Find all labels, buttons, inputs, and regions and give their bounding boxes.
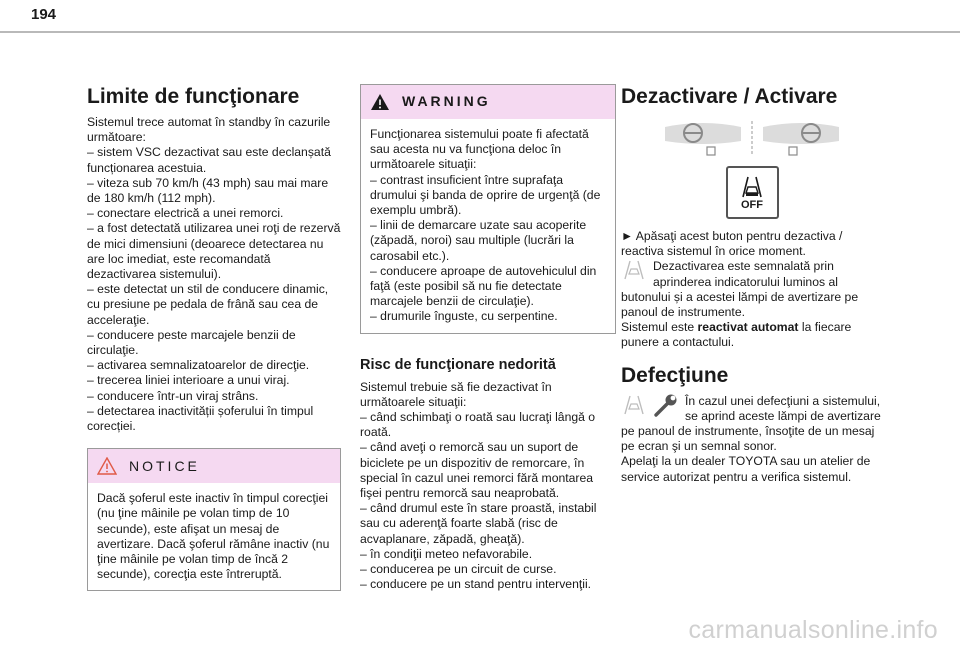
limits-line: Sistemul trece automat în standby în cazurile următoare: bbox=[87, 115, 331, 145]
unintended-line: – în condiţii meteo nefavorabile. bbox=[360, 546, 533, 561]
header-rule bbox=[0, 31, 960, 33]
off-label: OFF bbox=[741, 198, 763, 211]
warning-box bbox=[360, 84, 616, 334]
unintended-line: – când aveţi o remorcă sau un suport de biciclete pe un dispozitiv de remorcare, în special în cazul unei remorci fără montarea fişei pentru remorcă sau neaprobată. bbox=[360, 440, 594, 501]
fault-title: Defecţiune bbox=[621, 363, 729, 387]
warning-line: – linii de demarcare uzate sau acoperite (zăpadă, noroi) sau multiple (lucrări la carosabil etc.). bbox=[370, 218, 587, 263]
right-column bbox=[621, 84, 883, 485]
lane-warning-lamp-icon bbox=[621, 394, 647, 416]
lane-warning-lamp-icon bbox=[621, 259, 647, 281]
unintended-title: Risc de funcţionare nedorită bbox=[360, 356, 556, 373]
limits-line: – sistem VSC dezactivat sau este declanșată funcționarea acestuia. bbox=[87, 145, 331, 175]
limits-line: – viteza sub 70 km/h (43 mph) sau mai mare de 180 km/h (112 mph). bbox=[87, 175, 329, 206]
instrument-panel-right-icon bbox=[761, 119, 841, 157]
watermark: carmanualsonline.info bbox=[688, 616, 938, 644]
limits-line: – trecerea liniei interioare a unui viraj. bbox=[87, 373, 290, 388]
limits-line: – a fost detectată utilizarea unei roţi de rezervă de mici dimensiuni (deoarece detectarea nu are loc imediat, este recomandată dezactivarea sistemului). bbox=[87, 221, 341, 282]
notice-label: NOTICE bbox=[129, 457, 200, 474]
notice-text: Dacă şoferul este inactiv în timpul corecţiei (nu ţine mâinile pe volan timp de 10 secunde), este afişat un mesaj de avertizare. Dacă şoferul rămâne inactiv (nu ţine mâinile pe volan timp de încă 2 secunde), corecţia este întreruptă. bbox=[97, 491, 330, 582]
caution-triangle-icon bbox=[97, 457, 117, 475]
indicator-text: Dezactivarea este semnalată prin aprinderea indicatorului luminos al butonului și a acestei lămpi de avertizare pe panoul de instrumente. bbox=[621, 259, 859, 320]
limits-line: – activarea semnalizatoarelor de direcţie. bbox=[87, 358, 310, 373]
warning-line: Funcţionarea sistemului poate fi afectată sau acesta nu va funcţiona deloc în următoarele situaţii: bbox=[370, 127, 589, 172]
wrench-icon bbox=[653, 394, 679, 418]
limits-line: – conducere peste marcajele benzii de circulaţie. bbox=[87, 327, 296, 358]
unintended-line: – conducerea pe un circuit de curse. bbox=[360, 562, 557, 577]
limits-title: Limite de funcţionare bbox=[87, 85, 300, 108]
unintended-line: – când drumul este în stare proastă, instabil sau cu aderenţă foarte slabă (risc de acvaplanare, zăpadă, gheaţă). bbox=[360, 501, 597, 546]
instrument-panel-left-icon bbox=[663, 119, 743, 157]
warning-line: – conducere aproape de autovehiculul din faţă (este posibil să nu fie detectate marcajele benzii de circulaţie). bbox=[370, 263, 597, 309]
limits-line: – detectarea inactivității șoferului în timpul corecției. bbox=[87, 403, 314, 434]
reactivated-text: Sistemul este reactivat automat la fiecare punere a contactului. bbox=[621, 320, 852, 350]
dashboard-illustration bbox=[621, 118, 883, 158]
middle-column bbox=[360, 84, 616, 592]
notice-box bbox=[87, 448, 341, 591]
deactivate-instruction: ► Apăsaţi acest buton pentru dezactiva / reactiva sistemul în orice moment. bbox=[621, 229, 843, 259]
warning-label: WARNING bbox=[402, 93, 491, 110]
limits-line: – este detectat un stil de conducere dinamic, cu presiune pe pedala de frână sau cea de acceleraţie. bbox=[87, 282, 329, 327]
warning-header bbox=[361, 85, 615, 119]
lane-assist-off-button-icon bbox=[726, 166, 779, 219]
warning-line: – drumurile înguste, cu serpentine. bbox=[370, 309, 558, 324]
unintended-line: Sistemul trebuie să fie dezactivat în următoarele situaţii: bbox=[360, 379, 552, 409]
fault-text: În cazul unei defecţiuni a sistemului, se aprind aceste lămpi de avertizare pe panoul de instrumente, însoţite de un mesaj pe ecran şi un semnal sonor. bbox=[621, 393, 881, 454]
left-column bbox=[87, 84, 341, 591]
page-number: 194 bbox=[31, 6, 57, 23]
warning-line: – contrast insuficient între suprafaţa drumului şi banda de oprire de urgenţă (de exemplu umbră). bbox=[370, 172, 601, 218]
fault-text-2: Apelaţi la un dealer TOYOTA sau un atelier de service autorizat pentru a verifica sistemul. bbox=[621, 454, 871, 484]
lane-departure-car-icon bbox=[737, 175, 767, 199]
notice-header bbox=[88, 449, 340, 483]
deactivation-title: Dezactivare / Activare bbox=[621, 85, 838, 108]
unintended-line: – când schimbaţi o roată sau lucraţi lângă o roată. bbox=[360, 410, 596, 440]
unintended-line: – conducere pe un stand pentru intervenţii. bbox=[360, 577, 592, 592]
indicator-paragraph bbox=[621, 259, 883, 320]
fault-paragraph bbox=[621, 394, 883, 455]
divider-dashed-icon bbox=[749, 119, 755, 157]
limits-line: – conducere într-un viraj strâns. bbox=[87, 388, 259, 403]
limits-line: – conectare electrică a unei remorci. bbox=[87, 206, 284, 221]
warning-triangle-icon bbox=[370, 93, 390, 111]
